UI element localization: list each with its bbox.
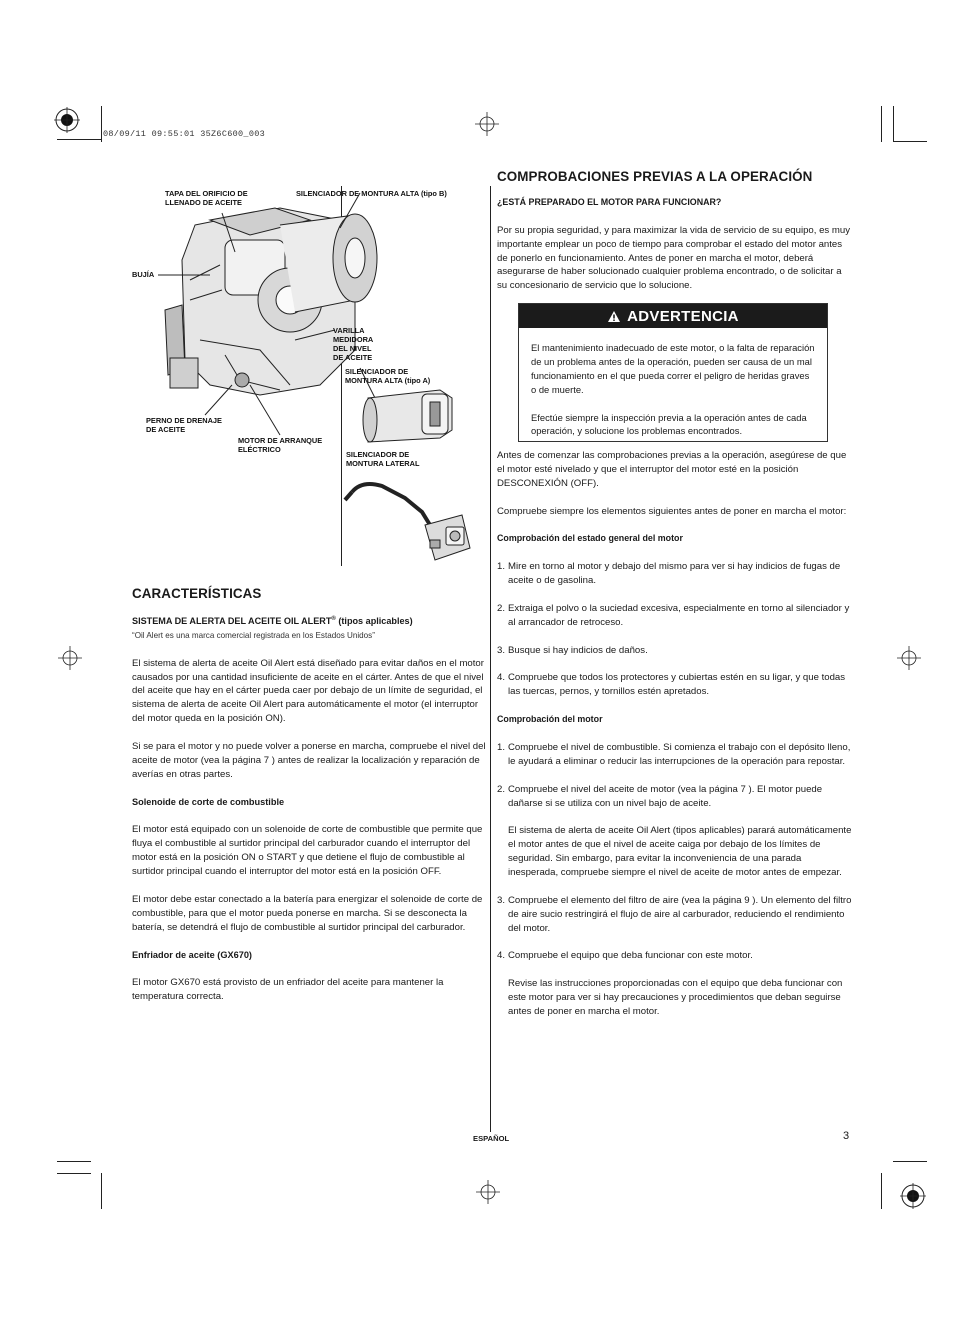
crosshair-icon [476, 1180, 500, 1204]
engine-check-list [497, 741, 853, 1019]
warning-paragraph: El mantenimiento inadecuado de este motor, o la falta de reparación de un problema antes de la operación, pueden ser causa de un mal funcionamiento en el que pueda correr el peligro de heridas graves o de muerte. [531, 342, 815, 395]
paragraph: El motor debe estar conectado a la batería para energizar el solenoide de corte de combustible, para que el motor pueda ponerse en marcha. Si se desconecta la batería, se detendrá el flujo de combustible al surtidor principal del carburador. [132, 893, 483, 933]
engine-illustration [130, 180, 485, 570]
general-check-heading: Comprobación del estado general del motor [497, 533, 683, 544]
fuel-solenoid-heading: Solenoide de corte de combustible [132, 796, 285, 807]
left-column [132, 587, 487, 1018]
oil-cooler-heading: Enfriador de aceite (GX670) [132, 949, 252, 960]
ready-question: ¿ESTÁ PREPARADO EL MOTOR PARA FUNCIONAR? [497, 196, 722, 207]
paragraph: El motor GX670 está provisto de un enfriador del aceite para mantener la temperatura correcta. [132, 977, 444, 1003]
warning-label: ADVERTENCIA [627, 307, 739, 325]
label-oil-fill-cap: TAPA DEL ORIFICIO DE LLENADO DE ACEITE [165, 189, 248, 207]
trademark-note: “Oil Alert es una marca comercial registrada en los Estados Unidos” [132, 630, 375, 640]
list-item: 4. Compruebe el equipo que deba funcionar con este motor. Revise las instrucciones proporcionadas con el equipo que deba funcionar con este motor para ver si hay precauciones y procedimientos que deban seguirse antes de poner en marcha el motor. [497, 950, 843, 1018]
crosshair-icon [897, 646, 921, 670]
list-item: 1. Mire en torno al motor y debajo del mismo para ver si hay indicios de fugas de aceite o de gasolina. [497, 561, 841, 587]
list-item: 3. Busque si hay indicios de daños. [497, 644, 648, 656]
right-column-top [497, 170, 853, 307]
features-title: CARACTERÍSTICAS [132, 586, 262, 601]
registration-target-icon [54, 107, 80, 133]
label-electric-starter: MOTOR DE ARRANQUE ELÉCTRICO [238, 436, 323, 454]
list-item: 4. Compruebe que todos los protectores y cubiertas estén en su ligar, y que todas las tuercas, pernos, y tornillos estén apretados. [497, 672, 846, 698]
general-check-list [497, 560, 853, 699]
footer-language: ESPAÑOL [473, 1134, 510, 1143]
page-number: 3 [843, 1130, 850, 1142]
engine-check-heading: Comprobación del motor [497, 714, 603, 725]
label-drain-bolt: PERNO DE DRENAJE DE ACEITE [146, 416, 222, 434]
label-dipstick: VARILLA MEDIDORA DEL NIVEL DE ACEITE [333, 326, 374, 362]
crosshair-icon [58, 646, 82, 670]
crosshair-icon [475, 112, 499, 136]
label-high-mount-muffler-b: SILENCIADOR DE MONTURA ALTA (tipo B) [296, 189, 447, 198]
warning-header [519, 304, 827, 328]
label-high-mount-muffler-a: SILENCIADOR DE MONTURA ALTA (tipo A) [345, 367, 431, 385]
right-column-bottom [497, 449, 853, 1033]
paragraph: Por su propia seguridad, y para maximizar la vida de servicio de su equipo, es muy importante emplear un poco de tiempo para comprobar el estado del motor antes de ponerlo en funcionamiento. Antes de poner en marcha el motor, deberá asegurarse de haber solucionado cualquier problema encontrado, o de solicitar a su concesionario de servicio que lo solucione. [497, 224, 851, 292]
registration-target-icon [900, 1183, 926, 1209]
column-divider [490, 186, 491, 1132]
paragraph: Compruebe siempre los elementos siguientes antes de poner en marcha el motor: [497, 505, 847, 517]
oil-alert-heading: SISTEMA DE ALERTA DEL ACEITE OIL ALERT® (tipos aplicables) [132, 615, 413, 626]
paragraph: El motor está equipado con un solenoide de corte de combustible que permite que fluya el combustible al surtidor principal del carburador cuando el interruptor del motor está en la posición ON o START y que detiene el flujo de combustible al surtidor principal cuando el interruptor del motor está en la posición OFF. [132, 824, 483, 878]
paragraph: El sistema de alerta de aceite Oil Alert está diseñado para evitar daños en el motor causados por una cantidad insuficiente de aceite en el cárter. Antes de que el nivel del aceite que hay en el cárter pueda caer por debajo de un límite de seguridad, el sistema de alerta de aceite Oil Alert para automáticamente el motor (el interruptor del motor queda en la posición ON). [132, 657, 484, 725]
warning-triangle-icon [607, 310, 621, 323]
warning-body [519, 328, 827, 438]
paragraph: Si se para el motor y no puede volver a ponerse en marcha, compruebe el nivel del aceite de motor (vea la página 7 ) antes de realizar la localización y reparación de averías en otras partes. [132, 741, 486, 780]
engine-figure [130, 180, 485, 570]
list-item: 2. Compruebe el nivel del aceite de motor (vea la página 7 ). El motor puede dañarse si se utiliza con un nivel bajo de aceite. El sistema de alerta de aceite Oil Alert (tipos aplicables) parará automáticamente el motor antes de que el nivel de aceite caiga por debajo de los límites de seguridad. Sin embargo, para evitar la inconveniencia de una parada inesperada, compruebe siempre el nivel de aceite de motor antes de empezar. [497, 783, 852, 879]
print-stamp: 08/09/11 09:55:01 35Z6C600_003 [103, 129, 266, 139]
warning-box [518, 303, 828, 442]
pre-operation-title: COMPROBACIONES PREVIAS A LA OPERACIÓN [497, 169, 813, 184]
list-item: 1. Compruebe el nivel de combustible. Si comienza el trabajo con el depósito lleno, le ayudará a eliminar o reducir las interrupciones de la operación para repostar. [497, 741, 851, 767]
warning-paragraph: Efectúe siempre la inspección previa a la operación antes de cada operación, y solucione los problemas encontrados. [531, 411, 807, 437]
list-item: 2. Extraiga el polvo o la suciedad excesiva, especialmente en torno al silenciador y al arrancador de retroceso. [497, 602, 850, 628]
list-item: 3. Compruebe el elemento del filtro de aire (vea la página 9 ). Un elemento del filtro de aire sucio restringirá el flujo de aire al carburador, reduciendo el rendimiento del motor. [497, 894, 852, 934]
label-side-mount-muffler: SILENCIADOR DE MONTURA LATERAL [346, 450, 420, 468]
paragraph: Antes de comenzar las comprobaciones previas a la operación, asegúrese de que el motor esté nivelado y que el interruptor del motor esté en la posición DESCONEXIÓN (OFF). [497, 450, 847, 489]
label-spark-plug: BUJÍA [132, 270, 155, 279]
